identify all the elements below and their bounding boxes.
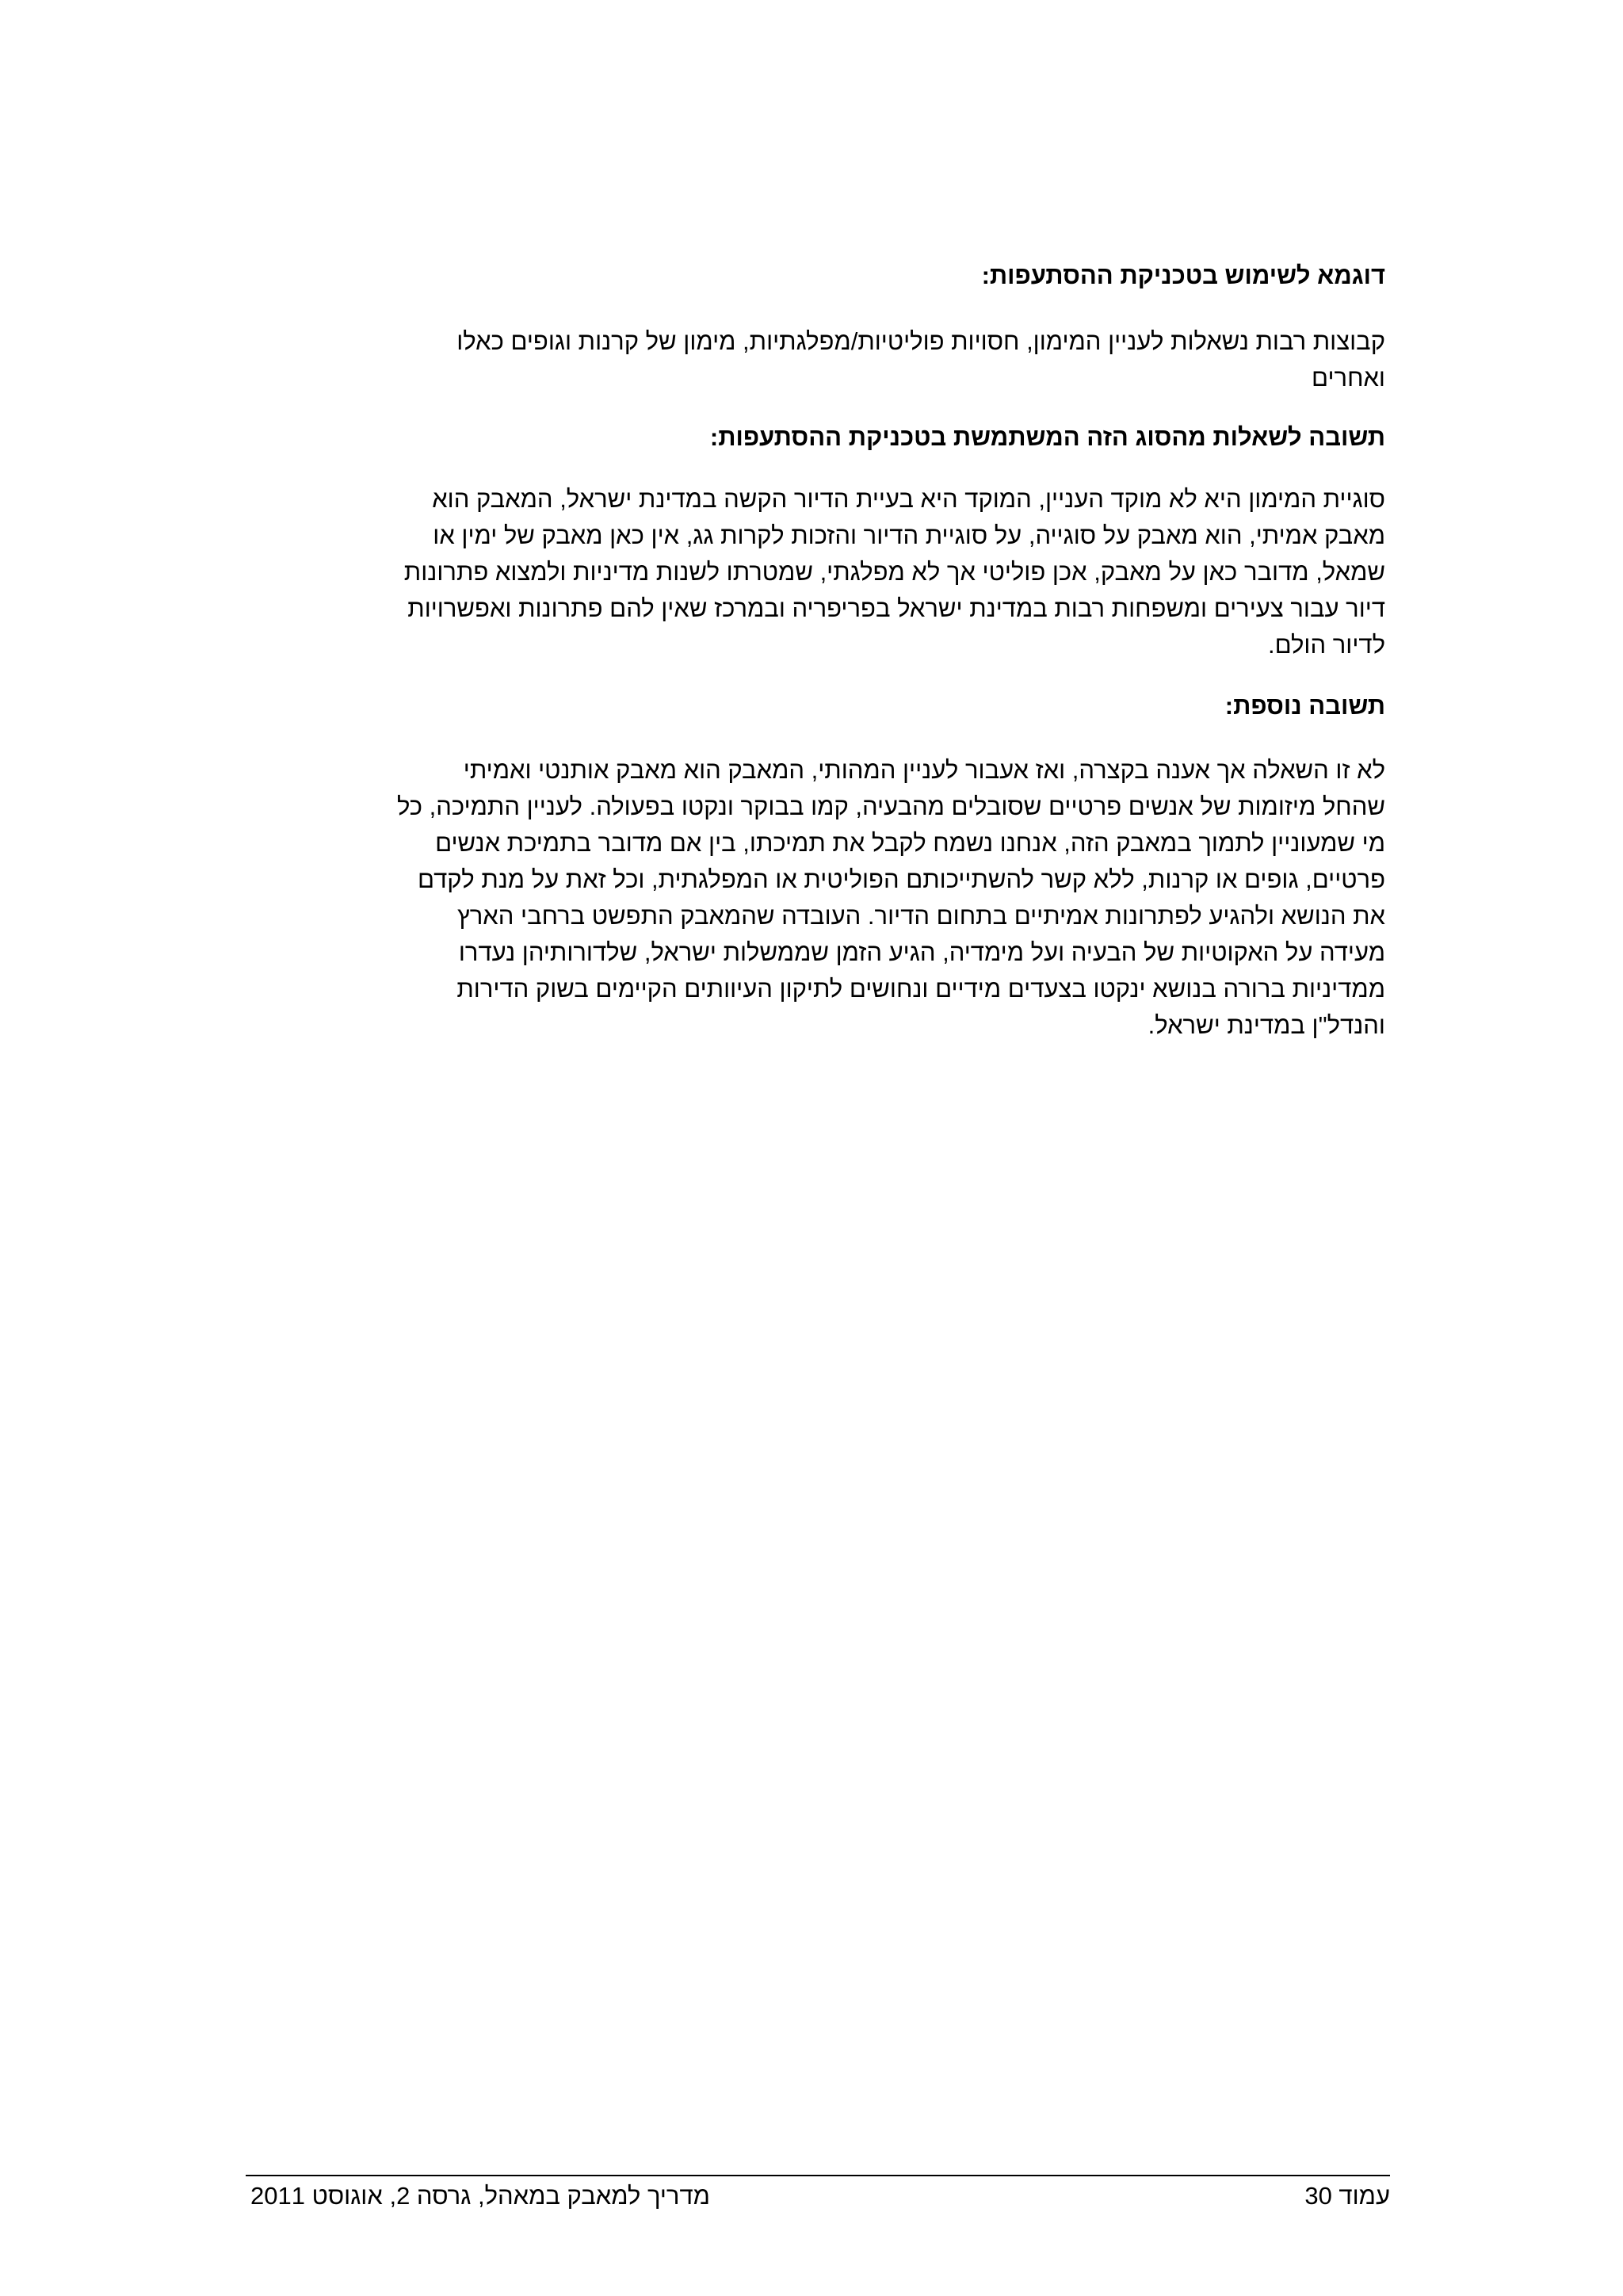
paragraph-line: שמאל, מדובר כאן על מאבק, אכן פוליטי אך לא מפלגתי, שמטרתו לשנות מדיניות ולמצוא פתרונות bbox=[403, 558, 1385, 586]
paragraph-line: מאבק אמיתי, הוא מאבק על סוגייה, על סוגיית הדיור והזכות לקרות גג, אין כאן מאבק של ימין או bbox=[433, 521, 1385, 549]
paragraph-line: מי שמעוניין לתמוך במאבק הזה, אנחנו נשמח לקבל את תמיכתו, בין אם מדובר בתמיכת אנשים bbox=[435, 829, 1385, 857]
footer-divider bbox=[246, 2175, 1390, 2176]
additional-answer-paragraph bbox=[236, 752, 1385, 1044]
additional-answer-heading: תשובה נוספת: bbox=[1224, 692, 1385, 720]
answer-heading: תשובה לשאלות מהסוג הזה המשתמשת בטכניקת ההסתעפות: bbox=[709, 423, 1385, 451]
page-number: עמוד 30 bbox=[1304, 2182, 1390, 2210]
answer-paragraph bbox=[236, 481, 1385, 663]
footer-guide-title: מדריך למאבק במאהל, גרסה 2, אוגוסט 2011 bbox=[250, 2182, 710, 2210]
paragraph-line: מעידה על האקוטיות של הבעיה ועל מימדיה, הגיע הזמן שממשלות ישראל, שלדורותיהן נעדרו bbox=[458, 938, 1385, 966]
page-footer bbox=[246, 2180, 1390, 2212]
paragraph-line: ואחרים bbox=[1312, 364, 1385, 392]
paragraph-line: את הנושא ולהגיע לפתרונות אמיתיים בתחום הדיור. העובדה שהמאבק התפשט ברחבי הארץ bbox=[457, 902, 1385, 930]
paragraph-line: פרטיים, גופים או קרנות, ללא קשר להשתייכותם הפוליטית או המפלגתית, וכל זאת על מנת לקדם bbox=[418, 865, 1385, 893]
example-heading: דוגמא לשימוש בטכניקת ההסתעפות: bbox=[981, 262, 1385, 289]
paragraph-line: ממדיניות ברורה בנושא ינקטו בצעדים מידיים ונחושים לתיקון העיוותים הקיימים בשוק הדירות bbox=[456, 975, 1385, 1003]
paragraph-line: דיור עבור צעירים ומשפחות רבות במדינת ישראל בפריפריה ובמרכז שאין להם פתרונות ואפשרויות bbox=[407, 594, 1385, 622]
paragraph-line: קבוצות רבות נשאלות לעניין המימון, חסויות פוליטיות/מפלגתיות, מימון של קרנות וגופים כאלו bbox=[456, 327, 1385, 355]
paragraph-line: שהחל מיזומות של אנשים פרטיים שסובלים מהבעיה, קמו בבוקר ונקטו בפעולה. לעניין התמיכה, כל bbox=[396, 793, 1385, 820]
paragraph-line: סוגיית המימון היא לא מוקד העניין, המוקד היא בעיית הדיור הקשה במדינת ישראל, המאבק הוא bbox=[432, 485, 1385, 513]
paragraph-line: לדיור הולם. bbox=[1267, 631, 1385, 659]
paragraph-line: והנדל"ן במדינת ישראל. bbox=[1148, 1011, 1385, 1039]
example-paragraph bbox=[236, 323, 1385, 396]
paragraph-line: לא זו השאלה אך אענה בקצרה, ואז אעבור לעניין המהותי, המאבק הוא מאבק אותנטי ואמיתי bbox=[463, 756, 1385, 784]
page-content bbox=[236, 258, 1385, 1044]
